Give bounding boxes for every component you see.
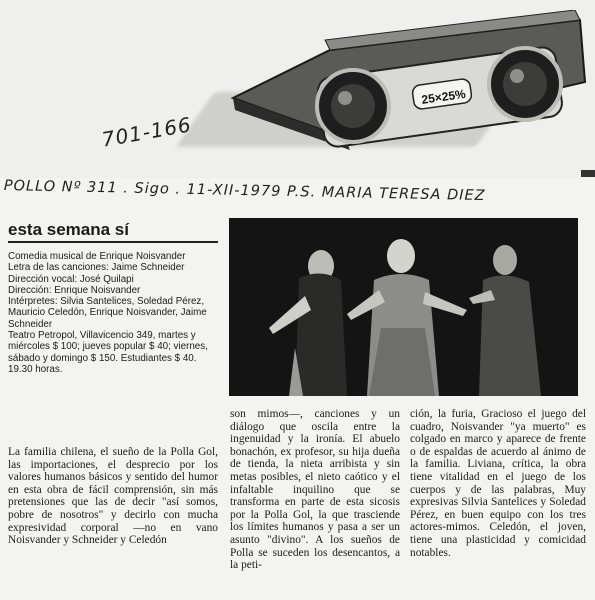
article-text: ción, la furia, Gracioso el juego del cuadro, Noisvander "ya muerto" es colgado en marco y aparece de frente o de espaldas de acuerdo al ánimo de la familia. Liviana, crítica, la obra tiene vitalidad en el juego de los cuerpos y de las palabras, Muy expresivas Silvia Santelices y Soledad Pérez, en buen equipo con los tres actores-mimos. Celedón, el joven, tiene una plasticidad y comicidad notables.	[410, 408, 586, 559]
binoculars-image	[225, 10, 595, 160]
stage-photo	[229, 218, 578, 396]
article-text: La familia chilena, el sueño de la Polla Gol, las importaciones, el desprecio por los valores humanos básicos y sentido del humor en esta obra de fácil comprensión, sin más pretensiones que las de decir "así somos, pobre de nosotros" y decirlo con mucha expresividad corporal —no en vano Noisvander y Schneider y Celedón	[8, 446, 218, 547]
stage-photo-image	[229, 218, 578, 396]
credit-line: Comedia musical de Enrique Noisvander	[8, 251, 186, 262]
section-heading: esta semana sí	[8, 220, 129, 239]
credit-line: Dirección vocal: José Quilapi	[8, 273, 134, 285]
article-column-3	[410, 408, 586, 559]
brand-mark	[581, 170, 595, 177]
handwritten-reference-number: 701-166	[100, 112, 194, 152]
handwritten-source-line: POLLO Nº 311 . Sigo . 11-XII-1979 P.S. MARIA TERESA DIEZ	[3, 178, 486, 205]
article-text: son mimos—, canciones y un diálogo que oscila entre la ingenuidad y la ironía. El abuelo bonachón, ex profesor, su hija dueña de tienda, la nieta arribista y sin metas posibles, el nieto caótico y el infaltable inquilino que se transforma en parte de esta sicosis por la Polla Gol, la que trasciende los límites humanos y pasa a ser un asunto "divino". A los sueños de Polla se suceden los desencantos, a la peti-	[230, 408, 400, 572]
lens-label: 25×25%	[420, 86, 467, 107]
credit-line: Letra de las canciones: Jaime Schneider	[8, 262, 185, 274]
play-credits	[8, 251, 220, 375]
heading-rule	[8, 241, 218, 243]
article-column-1	[8, 446, 218, 547]
credit-line: Intérpretes: Silvia Santelices, Soledad Pérez, Mauricio Celedón, Enrique Noisvander, Jaime Schneider	[8, 296, 207, 330]
credit-line: Dirección: Enrique Noisvander	[8, 284, 141, 296]
advertisement	[0, 0, 595, 178]
credit-line: Teatro Petropol, Villavicencio 349, martes y miércoles $ 100; jueves popular $ 40; viernes, sábado y domingo $ 150. Estudiantes $ 40. 19.30 horas.	[8, 330, 208, 375]
article-column-2	[230, 408, 400, 572]
